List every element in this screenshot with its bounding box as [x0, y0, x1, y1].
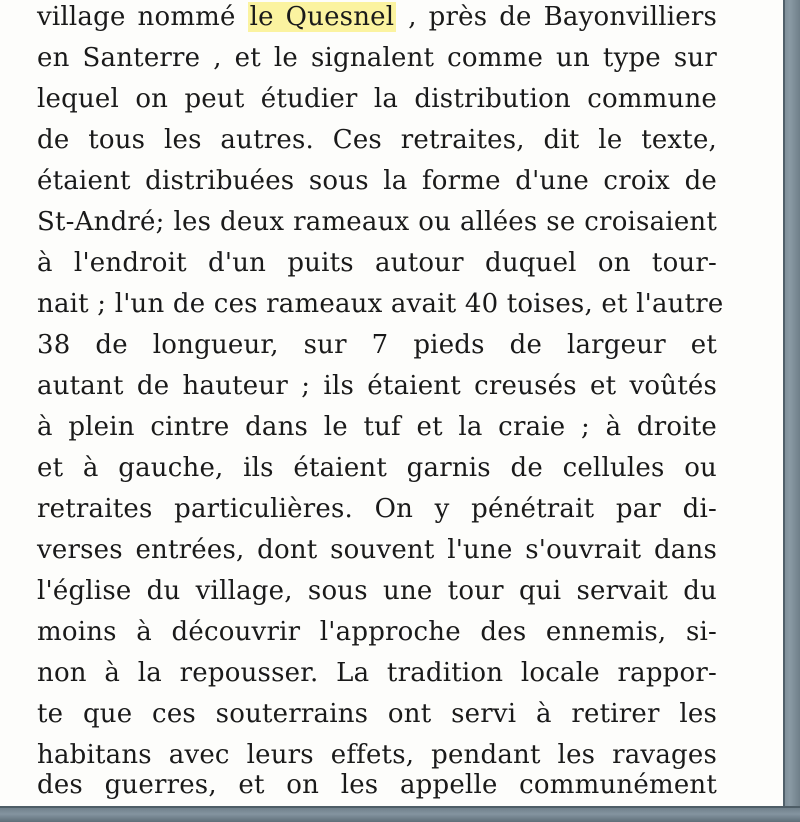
text-line-18: te que ces souterrains ont servi à retirer les [37, 699, 717, 729]
search-highlight[interactable]: le Quesnel [249, 2, 395, 32]
text-line-4: de tous les autres. Ces retraites, dit le texte, [37, 125, 717, 155]
text-line-9: 38 de longueur, sur 7 pieds de largeur et [37, 330, 717, 360]
horizontal-scrollbar[interactable] [0, 806, 800, 822]
text-line-1-start: village nommé [37, 2, 248, 32]
vertical-scrollbar[interactable] [783, 0, 800, 806]
text-line-12: et à gauche, ils étaient garnis de cellules ou [37, 453, 717, 483]
text-line-10: autant de hauteur ; ils étaient creusés et voûtés [37, 371, 717, 401]
vertical-scrollbar-edge [783, 0, 785, 806]
text-line-20: des guerres, et on les appelle communément [37, 770, 717, 800]
text-line-6: St-André; les deux rameaux ou allées se croisaient [37, 207, 717, 237]
text-line-7: à l'endroit d'un puits autour duquel on tour- [37, 248, 717, 278]
text-line-16: moins à découvrir l'approche des ennemis, si- [37, 617, 717, 647]
text-line-1-end: , près de Bayonvilliers [396, 2, 717, 32]
text-line-3: lequel on peut étudier la distribution commune [37, 84, 717, 114]
text-line-5: étaient distribuées sous la forme d'une croix de [37, 166, 717, 196]
text-line-8: nait ; l'un de ces rameaux avait 40 toises, et l'autre [37, 289, 724, 319]
text-line-2: en Santerre , et le signalent comme un type sur [37, 43, 717, 73]
horizontal-scrollbar-edge [0, 806, 800, 808]
text-line-14: verses entrées, dont souvent l'une s'ouvrait dans [37, 535, 717, 565]
text-line-15: l'église du village, sous une tour qui servait du [37, 576, 717, 606]
text-line-11: à plein cintre dans le tuf et la craie ; à droite [37, 412, 717, 442]
text-line-13: retraites particulières. On y pénétrait par di- [37, 494, 717, 524]
text-line-17: non à la repousser. La tradition locale rappor- [37, 658, 717, 688]
text-line-1 [37, 2, 717, 42]
text-line-19: habitans avec leurs effets, pendant les ravages [37, 740, 717, 770]
